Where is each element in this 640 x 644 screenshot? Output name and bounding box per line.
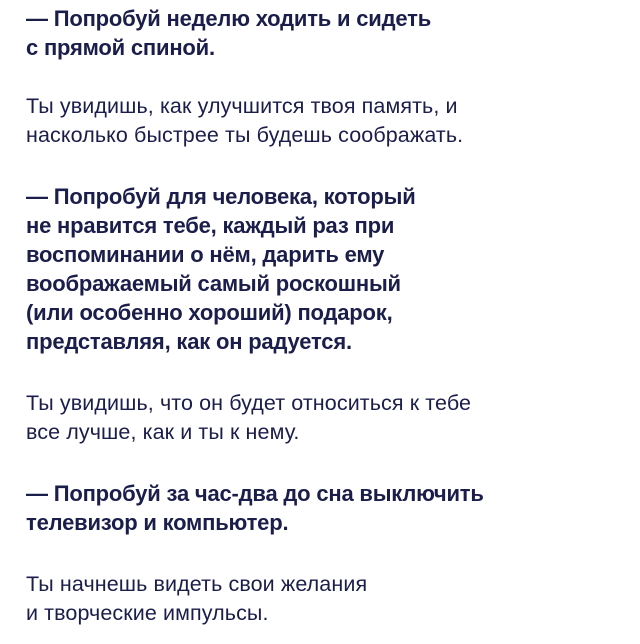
tip-heading-gift: — Попробуй для человека, который не нравится тебе, каждый раз при воспоминании о нём, дарить ему воображаемый самый роскошный (или особенно хороший) подарок, представляя, как он радуется. [26, 184, 416, 354]
article-text [26, 0, 626, 628]
tip-result-gift: Ты увидишь, что он будет относиться к тебе все лучше, как и ты к нему. [26, 391, 472, 444]
tip-heading-posture: — Попробуй неделю ходить и сидеть с прямой спиной. [26, 6, 432, 60]
tip-heading-screens: — Попробуй за час-два до сна выключить телевизор и компьютер. [26, 481, 484, 535]
tip-result-screens: Ты начнешь видеть свои желания и творческие импульсы. [26, 572, 368, 625]
tip-result-posture: Ты увидишь, как улучшится твоя память, и насколько быстрее ты будешь соображать. [26, 94, 464, 147]
